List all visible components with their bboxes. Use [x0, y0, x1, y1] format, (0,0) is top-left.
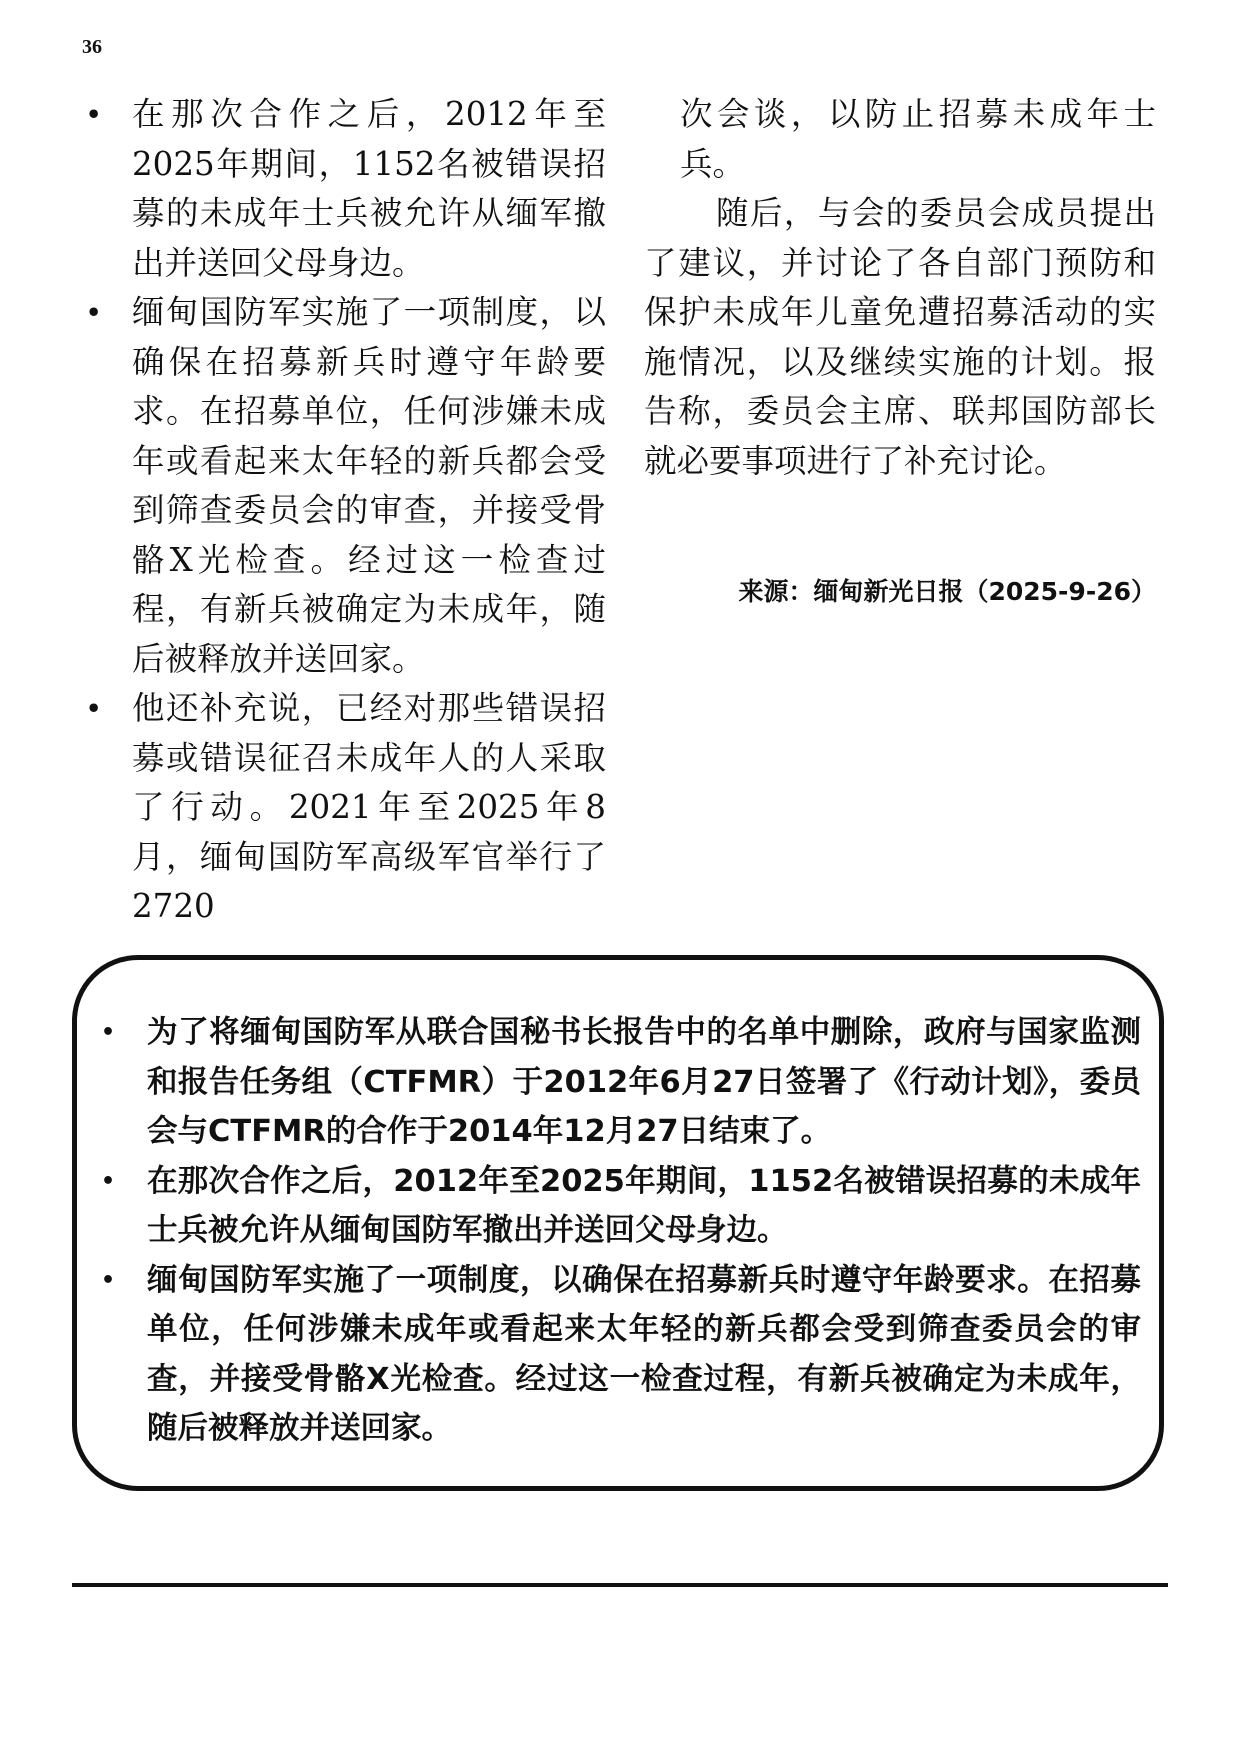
- bullet-dot-icon: •: [86, 694, 102, 723]
- left-column: [86, 90, 606, 932]
- continued-bullet-text: 次会谈，以防止招募未成年士兵。: [680, 95, 1156, 183]
- bullet-dot-icon: •: [101, 1267, 116, 1293]
- left-bullet-item: [86, 684, 606, 932]
- summary-bullet-item: [101, 1256, 1141, 1454]
- bottom-divider: [72, 1583, 1168, 1587]
- right-column: [644, 90, 1156, 486]
- summary-bullet-list: [101, 1008, 1141, 1454]
- summary-bullet-text: 缅甸国防军实施了一项制度，以确保在招募新兵时遵守年龄要求。在招募单位，任何涉嫌未成年或看起来太年轻的新兵都会受到筛查委员会的审查，并接受骨骼X光检查。经过这一检查过程，有新兵被确定为未成年，随后被释放并送回家。: [147, 1262, 1141, 1446]
- summary-bullet-text: 在那次合作之后，2012年至2025年期间，1152名被错误招募的未成年士兵被允许从缅甸国防军撤出并送回父母身边。: [147, 1163, 1141, 1248]
- left-bullet-text: 在那次合作之后，2012年至2025年期间，1152名被错误招募的未成年士兵被允许从缅军撤出并送回父母身边。: [132, 95, 606, 282]
- summary-bullet-item: [101, 1157, 1141, 1256]
- bullet-dot-icon: •: [101, 1020, 116, 1045]
- page-number: 36: [82, 36, 102, 58]
- summary-box: [72, 955, 1164, 1491]
- summary-bullet-item: [101, 1008, 1141, 1157]
- left-bullet-text: 缅甸国防军实施了一项制度，以确保在招募新兵时遵守年龄要求。在招募单位，任何涉嫌未成年或看起来太年轻的新兵都会受到筛查委员会的审查，并接受骨骼X光检查。经过这一检查过程，有新兵被确定为未成年，随后被释放并送回家。: [132, 293, 606, 678]
- bullet-dot-icon: •: [86, 100, 102, 129]
- left-bullet-text: 他还补充说，已经对那些错误招募或错误征召未成年人的人采取了行动。2021年至2025年8月，缅甸国防军高级军官举行了2720: [132, 689, 606, 925]
- body-paragraph: 随后，与会的委员会成员提出了建议，并讨论了各自部门预防和保护未成年儿童免遭招募活动的实施情况，以及继续实施的计划。报告称，委员会主席、联邦国防部长就必要事项进行了补充讨论。: [644, 194, 1156, 480]
- left-bullet-item: [86, 90, 606, 288]
- summary-bullet-text: 为了将缅甸国防军从联合国秘书长报告中的名单中删除，政府与国家监测和报告任务组（CTFMR）于2012年6月27日签署了《行动计划》，委员会与CTFMR的合作于2014年12月27日结束了。: [147, 1015, 1141, 1149]
- source-citation: 来源：缅甸新光日报（2025-9-26）: [738, 577, 1156, 606]
- bullet-dot-icon: •: [86, 298, 102, 327]
- left-bullet-list: [86, 90, 606, 932]
- bullet-dot-icon: •: [101, 1168, 116, 1194]
- left-bullet-item: [86, 288, 606, 684]
